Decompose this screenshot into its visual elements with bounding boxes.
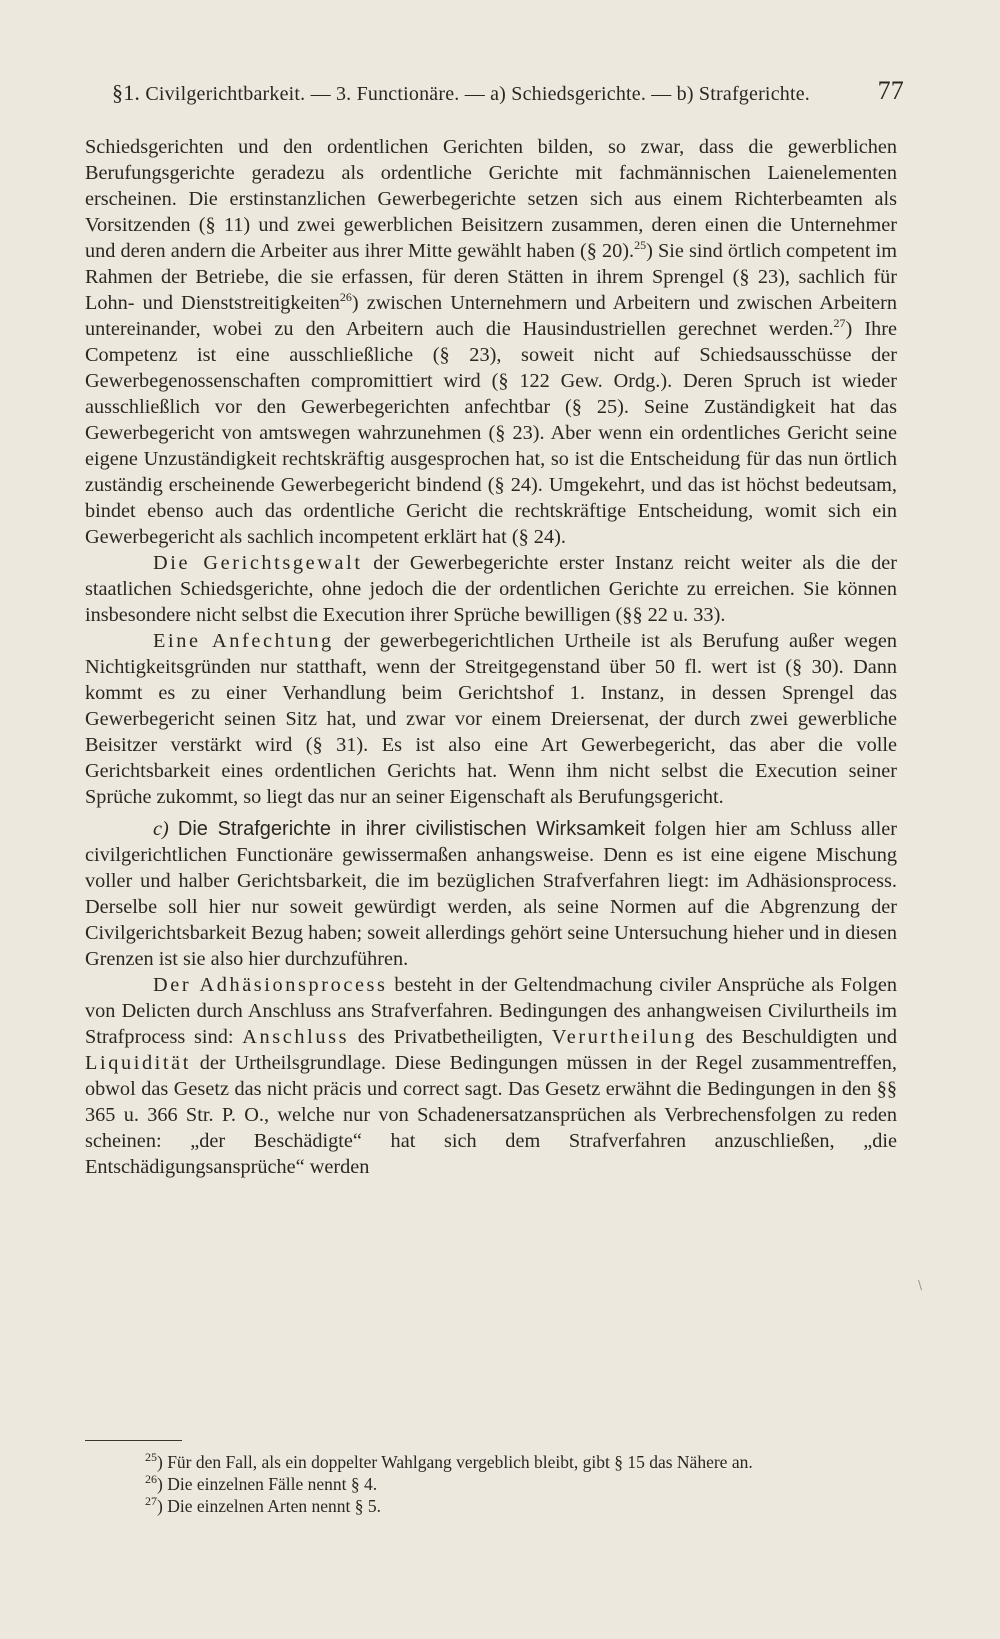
paragraph-adhaesionsprocess <box>85 972 897 1180</box>
subsection-heading: Die Strafgerichte in ihrer civilistischen Wirksamkeit <box>177 818 646 840</box>
footnote-ref-25: 25 <box>634 238 647 253</box>
spaced-term: Liquidität <box>85 1052 191 1074</box>
spaced-term: Anschluss <box>242 1026 350 1048</box>
paragraph-anfechtung <box>85 628 897 810</box>
paragraph-strafgerichte <box>85 816 897 972</box>
footnote-mark: 25 <box>145 1450 157 1465</box>
header-left <box>112 80 810 106</box>
paragraph-gerichtsgewalt <box>85 550 897 628</box>
main-text <box>85 134 897 1180</box>
text-run: ) Sie sind örtlich competent im Rahmen der Betriebe, die sie erfassen, für deren Stätten in ihrem Sprengel (§ 23), sachlich für Lohn- und Dienststreitigkeiten <box>85 240 898 314</box>
running-header <box>112 76 904 108</box>
page-number: 77 <box>877 76 904 105</box>
text-run: des Beschuldigten und <box>697 1026 897 1048</box>
scan-speck: \ <box>918 1278 923 1292</box>
text-run: besteht in der Geltendmachung civiler Ansprüche als Folgen von Delicten durch Anschluss ans Strafverfahren. Bedingungen des anhangweisen Civilurtheils im Strafprocess sind: <box>85 974 897 1048</box>
footnotes <box>85 1451 897 1517</box>
footnote-separator <box>85 1440 182 1441</box>
text-run: der gewerbegerichtlichen Urtheile ist als Berufung außer wegen Nichtigkeitsgründen nur statthaft, wenn der Streitgegenstand über 50 fl. wert ist (§ 30). Dann kommt es zu einer Verhandlung beim Gerichtshof 1. Instanz, in dessen Sprengel das Gewerbegericht seinen Sitz hat, und zwar vor einem Dreiersenat, der durch zwei gewerbliche Beisitzer verstärkt wird (§ 31). Es ist also eine Art Gewerbegericht, das aber die volle Gerichtsbarkeit eines ordentlichen Gerichts hat. Wenn ihm nicht selbst die Execution seiner Sprüche zukommt, so liegt das nur an seiner Eigenschaft als Berufungsgericht. <box>85 630 898 808</box>
footnote-text: ) Die einzelnen Fälle nennt § 4. <box>157 1474 378 1494</box>
text-run: der Gewerbegerichte erster Instanz reicht weiter als die der staatlichen Schiedsgerichte, ohne jedoch die der ordentlichen Gerichte zu erreichen. Sie können insbesondere nicht selbst die Execution ihrer Sprüche bewilligen (§§ 22 u. 33). <box>85 552 897 626</box>
section-number: §1. <box>112 80 141 105</box>
footnote-ref-26: 26 <box>339 290 352 305</box>
spaced-term: Die Gerichtsgewalt <box>153 552 363 574</box>
header-title: Civilgerichtbarkeit. — 3. Functionäre. — a) Schiedsgerichte. — b) Strafgerichte. <box>145 83 811 105</box>
footnote-text: ) Die einzelnen Arten nennt § 5. <box>157 1496 382 1516</box>
text-run: des Privatbetheiligten, <box>349 1026 552 1048</box>
footnote-text: ) Für den Fall, als ein doppelter Wahlgang vergeblich bleibt, gibt § 15 das Nähere an. <box>157 1452 753 1472</box>
footnote-26 <box>85 1473 897 1495</box>
subsection-letter: c) <box>153 818 178 840</box>
text-run: ) Ihre Competenz ist eine ausschließliche (§ 23), soweit nicht auf Schiedsausschüsse der Gewerbegenossenschaften compromittiert wird (§ 122 Gew. Ordg.). Deren Spruch ist wieder ausschließlich vor den Gewerbegerichten anfechtbar (§ 25). Seine Zuständigkeit hat das Gewerbegericht von amtswegen wahrzunehmen (§ 23). Aber wenn ein ordentliches Gericht seine eigene Unzuständigkeit rechtskräftig ausgesprochen hat, so ist die Entscheidung für das nun örtlich zuständig erscheinende Gewerbegericht bindend (§ 24). Umgekehrt, und das ist höchst bedeutsam, bindet ebenso auch das ordentliche Gericht die rechtskräftige Entscheidung, womit sich ein Gewerbegericht als sachlich incompetent erklärt hat (§ 24). <box>85 318 897 548</box>
text-run: der Urtheilsgrundlage. Diese Bedingungen müssen in der Regel zusammentreffen, obwol das Gesetz das nicht präcis und correct sagt. Das Gesetz erwähnt die Bedingungen in den §§ 365 u. 366 Str. P. O., welche nur von Schadenersatzansprüchen als Verbrechensfolgen zu reden scheinen: „der Beschädigte“ hat sich dem Strafverfahren anzuschließen, „die Entschädigungsansprüche“ werden <box>85 1052 897 1178</box>
footnote-mark: 27 <box>145 1494 157 1509</box>
spaced-term: Verurtheilung <box>551 1026 698 1048</box>
footnote-27 <box>85 1495 897 1517</box>
text-run: ) zwischen Unternehmern und Arbeitern und zwischen Arbeitern untereinander, wobei zu den Arbeitern auch die Hausindustriellen gerechnet werden. <box>85 292 897 340</box>
footnote-ref-27: 27 <box>833 316 846 331</box>
footnote-25 <box>85 1451 897 1473</box>
spaced-term: Der Adhäsionsprocess <box>153 974 388 996</box>
spaced-term: Eine Anfechtung <box>153 630 334 652</box>
footnote-mark: 26 <box>145 1472 157 1487</box>
paragraph-continuation <box>85 134 897 550</box>
text-run: folgen hier am Schluss aller civilgerichtlichen Functionäre gewissermaßen anhangsweise. Denn es ist eine eigene Mischung voller und halber Gerichtsbarkeit, die im bezüglichen Strafverfahren liegt: im Adhäsionsprocess. Derselbe soll hier nur soweit gewürdigt werden, als seine Normen auf die Abgrenzung der Civilgerichtsbarkeit Bezug haben; soweit allerdings gehört seine Untersuchung hieher und in diesen Grenzen ist sie also hier durchzuführen. <box>85 818 898 970</box>
text-run: Schiedsgerichten und den ordentlichen Gerichten bilden, so zwar, dass die gewerblichen Berufungsgerichte geradezu als ordentliche Gerichte mit fachmännischen Laienelementen erscheinen. Die erstinstanzlichen Gewerbegerichte setzen sich aus einem Richterbeamten als Vorsitzenden (§ 11) und zwei gewerblichen Beisitzern zusammen, deren einen die Unternehmer und deren andern die Arbeiter aus ihrer Mitte gewählt haben (§ 20). <box>85 136 897 262</box>
